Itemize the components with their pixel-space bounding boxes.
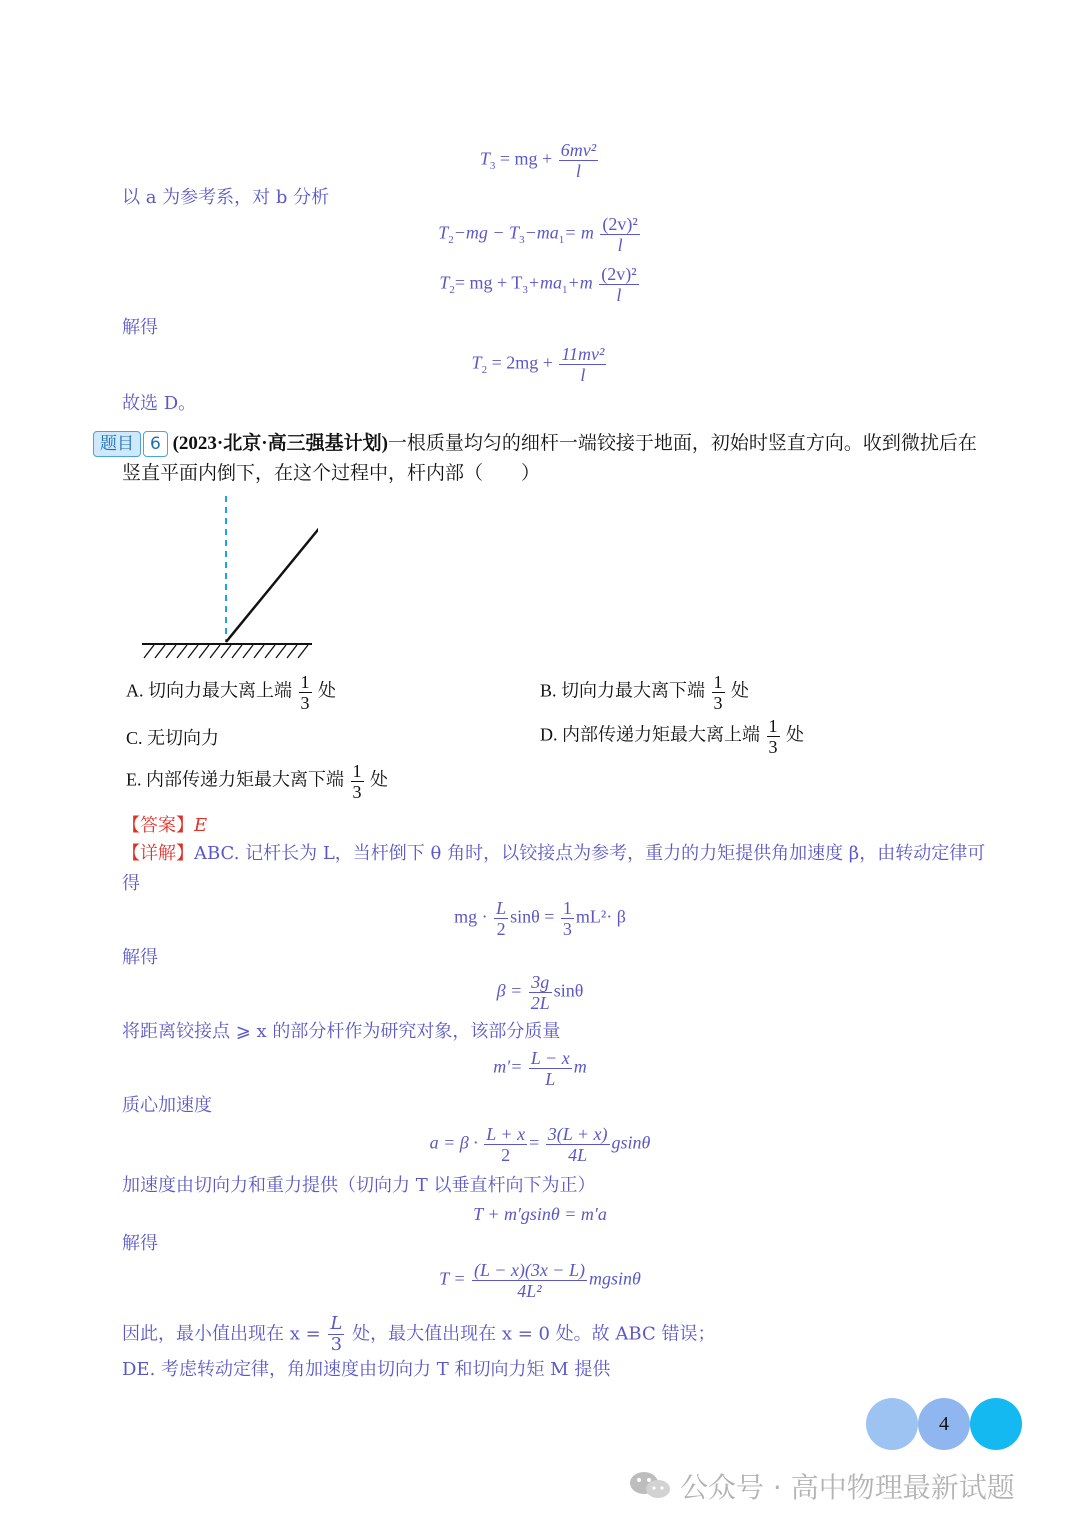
watermark-text: 公众号 · 高中物理最新试题 xyxy=(680,1471,1015,1504)
answer-value: E xyxy=(194,815,208,836)
equation-1: $T_2-mg - T_3-ma_1= m$ $\frac{\text{(2v)²}}{l}$ xyxy=(438,214,638,255)
option-b: B. 切向力最大离下端 $\frac{1}{3}$ 处 xyxy=(540,672,750,713)
equation-T: T = $\frac{(L - x)(3x - L)}{\text{4L²}}$ mgsinθ xyxy=(439,1260,641,1301)
option-a: A. 切向力最大离上端 $\frac{1}{3}$ 处 xyxy=(126,672,336,713)
part-line: 将距离铰接点 ⩾ x 的部分杆作为研究对象，该部分质量 xyxy=(122,1021,561,1042)
equation-beta: β = $\frac{3g}{2L}$ sinθ xyxy=(496,972,584,1013)
acc-line: 质心加速度 xyxy=(122,1095,212,1116)
option-d: D. 内部传递力矩最大离上端 $\frac{1}{3}$ 处 xyxy=(540,716,804,757)
rod-diagram xyxy=(138,492,318,664)
min-max-line: 因此，最小值出现在 x = $\frac{L}{3}$ 处，最大值出现在 x = 0 处。故 ABC 错误； xyxy=(122,1313,716,1355)
equation-torque: mg · $\frac{L}{2}$ sinθ = $\frac{1}{3}$ mL²· β xyxy=(454,898,626,939)
ground-hatching xyxy=(144,645,308,658)
equation-force: T + m′gsinθ = m′a xyxy=(473,1204,607,1224)
solve-label: 解得 xyxy=(122,317,158,338)
question-text-1: 一根质量均匀的细杆一端铰接于地面，初始时竖直方向。收到微扰后在 xyxy=(387,433,977,454)
solve-label-1: 解得 xyxy=(122,947,158,968)
question-text-2: 竖直平面内倒下，在这个过程中，杆内部（ ） xyxy=(122,463,541,484)
explanation-line-1: 【详解】ABC. 记杆长为 L，当杆倒下 θ 角时，以铰接点为参考，重力的力矩提供角加速度 β，由转动定律可 xyxy=(122,843,986,864)
de-line: DE. 考虑转动定律，角加速度由切向力 T 和切向力矩 M 提供 xyxy=(122,1359,611,1380)
watermark xyxy=(628,1466,1068,1502)
equation-t3: $T_3$ = mg + $\frac{\text{6mv²}}{l}$ xyxy=(479,140,597,181)
question-number: 6 xyxy=(143,431,168,457)
answer-line: 【答案】E xyxy=(122,815,208,836)
option-e: E. 内部传递力矩最大离下端 $\frac{1}{3}$ 处 xyxy=(126,761,388,802)
question-source: (2023·北京·高三强基计划) xyxy=(172,433,388,454)
question-tag: 题目 xyxy=(93,431,141,457)
equation-2: $T_2=$ mg + $T_3+ma_1+m$ $\frac{\text{(2v)²}}{l}$ xyxy=(439,264,637,305)
frame-line: 以 a 为参考系，对 b 分析 xyxy=(122,187,330,208)
page-number: 4 xyxy=(918,1398,970,1450)
page-badge-left-circle xyxy=(866,1398,918,1450)
question-block xyxy=(93,429,993,489)
explanation-line-1b: 得 xyxy=(122,873,140,894)
conclusion: 故选 D。 xyxy=(122,393,197,414)
equation-mass: m′= $\frac{L - x}{L}$ m xyxy=(493,1048,587,1089)
solve-label-2: 解得 xyxy=(122,1233,158,1254)
wechat-icon xyxy=(628,1470,672,1500)
force-line: 加速度由切向力和重力提供（切向力 T 以垂直杆向下为正） xyxy=(122,1175,596,1196)
rod xyxy=(226,526,318,642)
equation-acc: a = β · $\frac{L + x}{2}$ = $\frac{3(L + x)}{4L}$ gsinθ xyxy=(429,1124,651,1165)
page-badge-right-circle xyxy=(970,1398,1022,1450)
equation-t2: $T_2 = 2mg$ + $\frac{\text{11mv²}}{l}$ xyxy=(471,344,605,385)
option-c: C. 无切向力 xyxy=(126,728,220,748)
